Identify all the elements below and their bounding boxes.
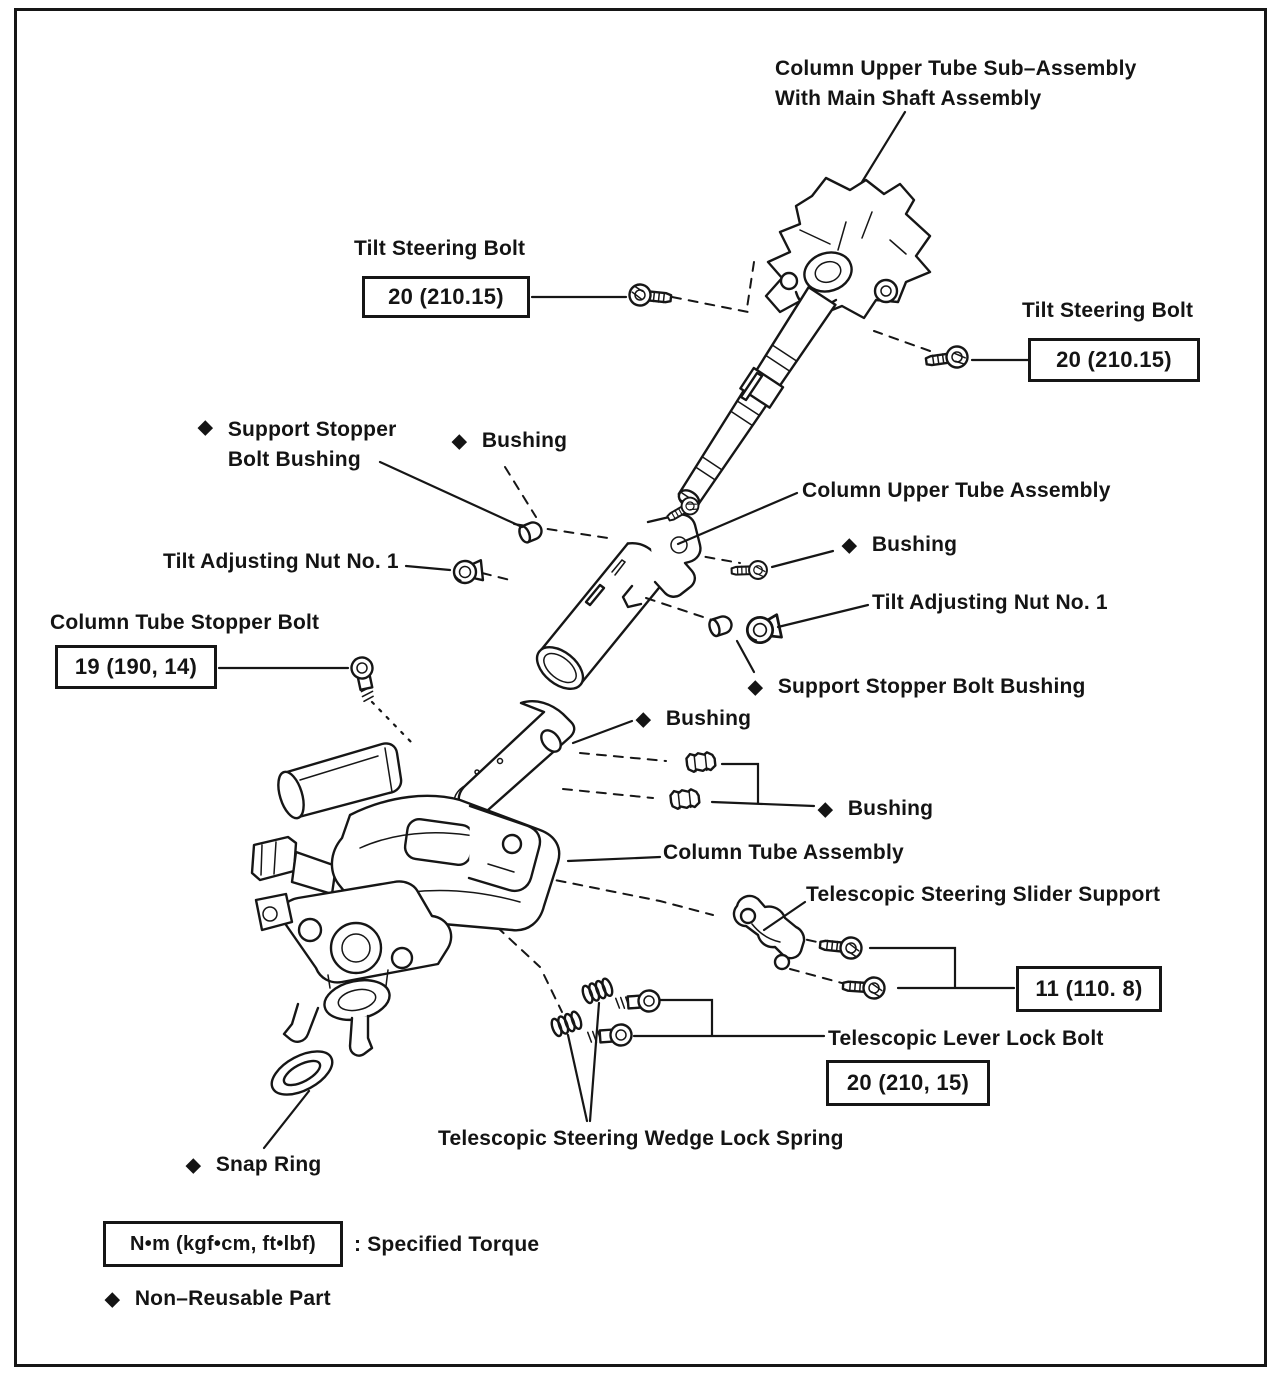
- bushing-upper-right-drawing: [731, 561, 767, 580]
- callout-text: With Main Shaft Assembly: [775, 87, 1042, 110]
- legend-torque-caption: : Specified Torque: [354, 1233, 540, 1256]
- callout-bushing-lower-right: [818, 797, 933, 823]
- non-reusable-diamond-icon: ◆: [748, 677, 763, 698]
- legend-non-reusable-text: Non–Reusable Part: [134, 1287, 331, 1310]
- telescopic-slider-support-drawing: [734, 896, 804, 969]
- callout-bushing-middle: [636, 707, 751, 733]
- column-upper-tube-sub-assembly-drawing: [766, 178, 930, 318]
- column-tube-stopper-bolt-drawing: [350, 656, 380, 703]
- tilt-steering-bolt-left-drawing: [628, 283, 671, 308]
- callout-support-stopper-bolt-bushing-right: [748, 675, 1086, 701]
- callout-text: Support Stopper: [227, 418, 397, 441]
- callout-text: Snap Ring: [215, 1153, 322, 1176]
- callout-text: Support Stopper Bolt Bushing: [777, 675, 1086, 698]
- callout-text: Bushing: [665, 707, 752, 730]
- non-reusable-diamond-icon: ◆: [198, 417, 213, 438]
- snap-ring-drawing: [265, 1042, 339, 1103]
- slider-support-bolt-1-drawing: [819, 934, 862, 959]
- main-shaft-drawing: [676, 287, 836, 511]
- callout-telescopic-lever-lock-bolt: Telescopic Lever Lock Bolt: [828, 1027, 1104, 1050]
- callout-text: Bushing: [847, 797, 934, 820]
- bushing-clip-upper-drawing: [686, 752, 716, 773]
- bushing-clip-lower-drawing: [670, 789, 700, 810]
- callout-text: Bushing: [481, 429, 568, 452]
- non-reusable-diamond-icon: ◆: [818, 799, 833, 820]
- support-stopper-bolt-bushing-right-drawing: [708, 614, 734, 637]
- callout-telescopic-wedge-lock-spring: Telescopic Steering Wedge Lock Spring: [438, 1127, 844, 1150]
- callout-text: Bushing: [871, 533, 958, 556]
- support-stopper-bolt-bushing-left-drawing: [517, 520, 544, 544]
- column-upper-tube-assembly-drawing: [529, 515, 700, 698]
- callout-tilt-steering-bolt-right: Tilt Steering Bolt: [1022, 299, 1194, 322]
- callout-column-tube-assembly: Column Tube Assembly: [663, 841, 904, 864]
- legend-torque-units-box: N•m (kgf•cm, ft•lbf): [103, 1221, 343, 1267]
- lever-lock-bolt-1-drawing: [615, 990, 660, 1014]
- torque-box-column-tube-stopper-bolt: 19 (190, 14): [55, 645, 217, 689]
- tube-half-shell-drawing: [454, 701, 574, 814]
- non-reusable-diamond-icon: ◆: [842, 535, 857, 556]
- callout-tilt-adjusting-nut-right: Tilt Adjusting Nut No. 1: [872, 591, 1108, 614]
- callout-tilt-steering-bolt-left: Tilt Steering Bolt: [354, 237, 526, 260]
- tilt-steering-bolt-right-drawing: [925, 345, 969, 372]
- torque-box-tilt-steering-bolt-left: 20 (210.15): [362, 276, 530, 318]
- callout-text: Bolt Bushing: [227, 448, 361, 471]
- torque-box-telescopic-slider-support: 11 (110. 8): [1016, 966, 1162, 1012]
- callout-snap-ring: [186, 1153, 321, 1179]
- callout-bushing-upper-right: [842, 533, 957, 559]
- column-tube-assembly-drawing: [252, 743, 559, 1055]
- tilt-adjusting-nut-right-drawing: [745, 614, 782, 645]
- callout-column-upper-tube-assembly: Column Upper Tube Assembly: [802, 479, 1111, 502]
- torque-box-tilt-steering-bolt-right: 20 (210.15): [1028, 338, 1200, 382]
- callout-column-upper-tube-sub-assembly: [775, 54, 1137, 114]
- callout-tilt-adjusting-nut-left: Tilt Adjusting Nut No. 1: [163, 550, 399, 573]
- non-reusable-diamond-icon: ◆: [105, 1289, 120, 1310]
- callout-support-stopper-bolt-bushing-left: [198, 415, 396, 475]
- non-reusable-diamond-icon: ◆: [636, 709, 651, 730]
- tilt-adjusting-nut-left-drawing: [453, 559, 483, 584]
- callout-bushing-upper-left: [452, 429, 567, 455]
- callout-column-tube-stopper-bolt: Column Tube Stopper Bolt: [50, 611, 320, 634]
- legend-non-reusable: [105, 1287, 331, 1313]
- wedge-lock-spring-1-drawing: [581, 977, 614, 1004]
- callout-text: Column Upper Tube Sub–Assembly: [775, 57, 1137, 80]
- callout-telescopic-slider-support: Telescopic Steering Slider Support: [806, 883, 1161, 906]
- torque-box-telescopic-lever-lock-bolt: 20 (210, 15): [826, 1060, 990, 1106]
- wedge-lock-spring-2-drawing: [550, 1010, 583, 1037]
- non-reusable-diamond-icon: ◆: [452, 431, 467, 452]
- lever-lock-bolt-2-drawing: [587, 1024, 632, 1048]
- slider-support-bolt-2-drawing: [842, 975, 885, 999]
- non-reusable-diamond-icon: ◆: [186, 1155, 201, 1176]
